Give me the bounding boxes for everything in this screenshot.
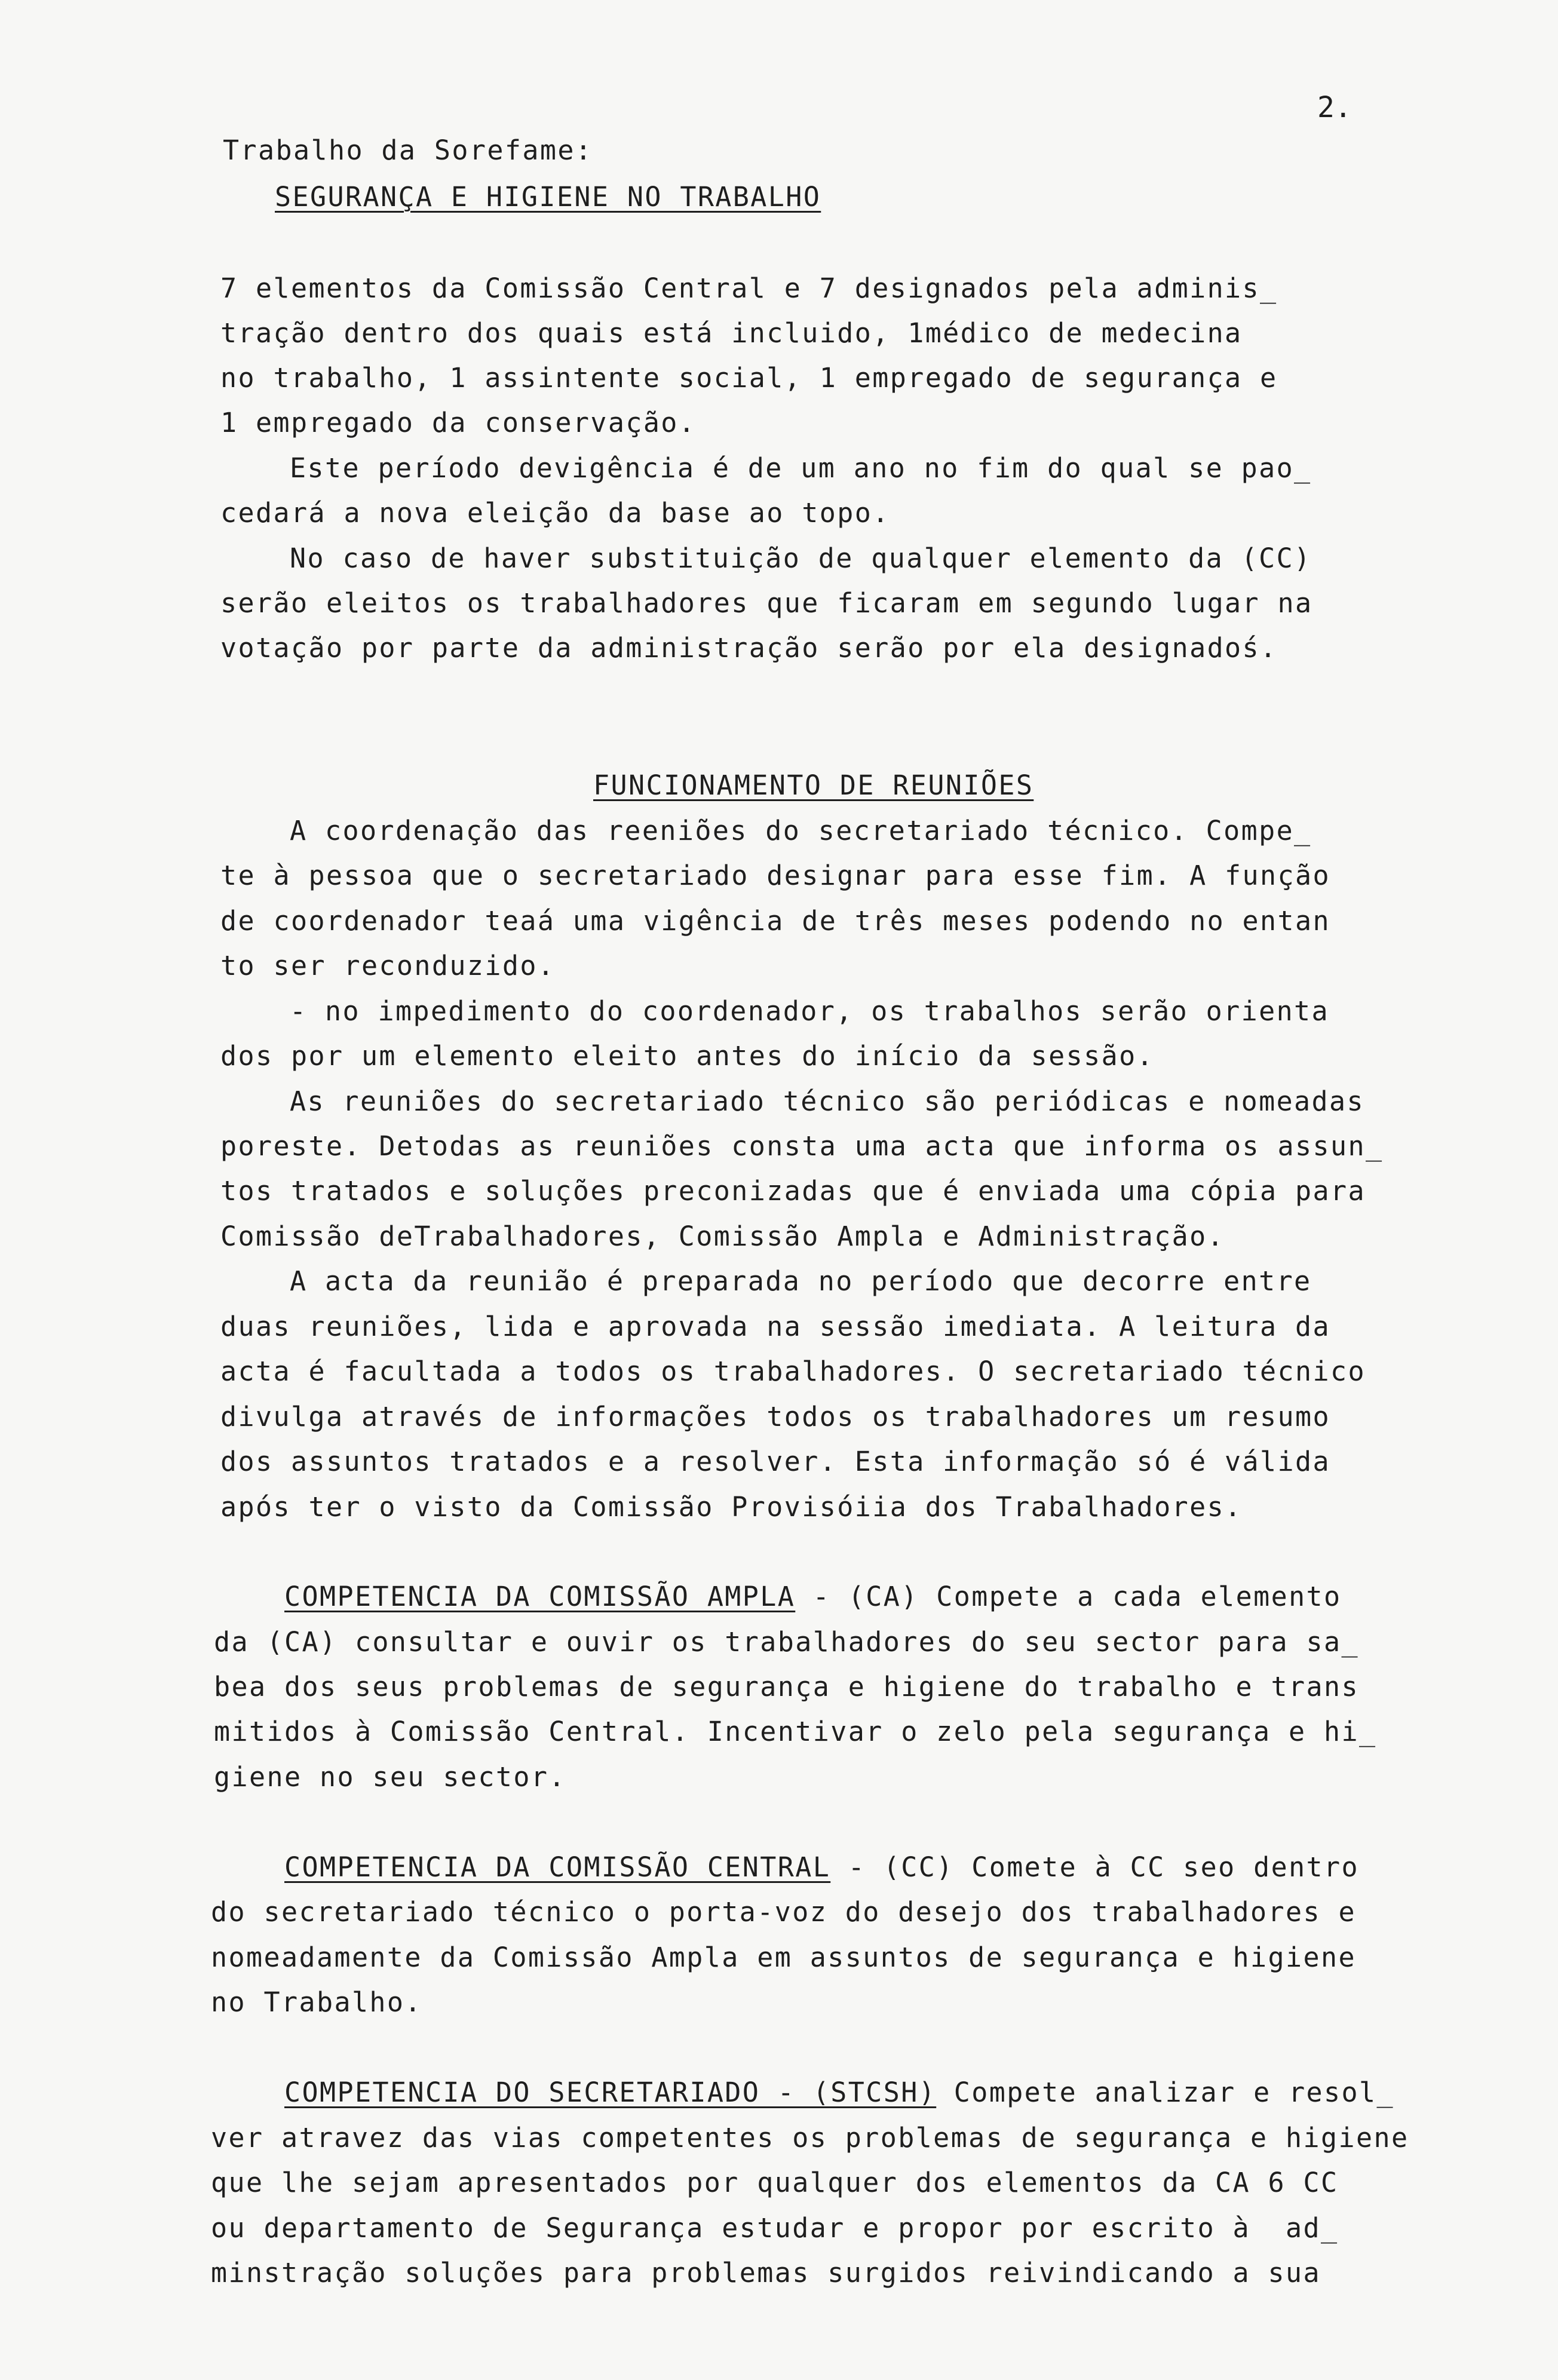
text-line: giene no seu sector. (214, 1761, 566, 1793)
text-line: do secretariado técnico o porta-voz do desejo dos trabalhadores e (211, 1896, 1356, 1928)
text-line: No caso de haver substituição de qualquer elemento da (CC) (290, 542, 1312, 574)
text-line: te à pessoa que o secretariado designar para esse fim. A função (220, 860, 1331, 891)
text-line: que lhe sejam apresentados por qualquer dos elementos da CA 6 CC (211, 2167, 1339, 2198)
text-span: Compete analizar e resol_ (936, 2077, 1395, 2108)
document-subtitle: SEGURANÇA E HIGIENE NO TRABALHO (275, 181, 821, 213)
text-line: após ter o visto da Comissão Provisóiia dos Trabalhadores. (220, 1491, 1243, 1523)
text-line: ou departamento de Segurança estudar e propor por escrito à ad_ (211, 2212, 1339, 2244)
document-title: Trabalho da Sorefame: (223, 134, 593, 166)
text-line: 1 empregado da conservação. (220, 407, 697, 438)
text-line: 7 elementos da Comissão Central e 7 designados pela adminis_ (220, 272, 1278, 304)
text-line: bea dos seus problemas de segurança e higiene do trabalho e trans (214, 1671, 1359, 1703)
text-line: dos assuntos tratados e a resolver. Esta informação só é válida (220, 1446, 1331, 1477)
text-line: tração dentro dos quais está incluido, 1médico de medecina (220, 317, 1243, 349)
text-line: acta é facultada a todos os trabalhadores. O secretariado técnico (220, 1355, 1366, 1387)
text-line: to ser reconduzido. (220, 950, 556, 982)
page-number: 2. (1317, 91, 1352, 124)
section-ampla-first-line (284, 1579, 1342, 1615)
text-line: Este período devigência é de um ano no fim do qual se pao_ (290, 452, 1312, 484)
section-heading-meetings: FUNCIONAMENTO DE REUNIÕES (593, 769, 1034, 801)
text-line: ver atravez das vias competentes os problemas de segurança e higiene (211, 2122, 1409, 2154)
text-line: votação por parte da administração serão por ela designadoś. (220, 632, 1278, 664)
text-line: da (CA) consultar e ouvir os trabalhadores do seu sector para sa_ (214, 1626, 1359, 1658)
text-line: minstração soluções para problemas surgidos reivindicando a sua (211, 2257, 1321, 2289)
text-line: serão eleitos os trabalhadores que ficaram em segundo lugar na (220, 587, 1313, 619)
text-line: cedará a nova eleição da base ao topo. (220, 497, 890, 529)
text-line: tos tratados e soluções preconizadas que é enviada uma cópia para (220, 1175, 1366, 1207)
text-line: divulga através de informações todos os trabalhadores um resumo (220, 1401, 1331, 1433)
section-heading-secretariado: COMPETENCIA DO SECRETARIADO - (STCSH) (284, 2077, 937, 2108)
text-line: nomeadamente da Comissão Ampla em assuntos de segurança e higiene (211, 1942, 1356, 1973)
text-line: Comissão deTrabalhadores, Comissão Ampla e Administração. (220, 1220, 1225, 1252)
text-line: de coordenador teaá uma vigência de três meses podendo no entan (220, 905, 1331, 937)
text-line: no trabalho, 1 assintente social, 1 empregado de segurança e (220, 362, 1278, 394)
section-heading-central: COMPETENCIA DA COMISSÃO CENTRAL (284, 1851, 831, 1883)
text-span: - (CC) Comete à CC seo dentro (830, 1851, 1360, 1883)
text-line: dos por um elemento eleito antes do início da sessão. (220, 1040, 1155, 1072)
text-line: poreste. Detodas as reuniões consta uma acta que informa os assun_ (220, 1130, 1384, 1162)
text-line: - no impedimento do coordenador, os trabalhos serão orienta (290, 995, 1330, 1027)
text-line: As reuniões do secretariado técnico são periódicas e nomeadas (290, 1085, 1365, 1117)
text-line: A acta da reunião é preparada no período que decorre entre (290, 1265, 1312, 1297)
section-secretariado-first-line (284, 2075, 1394, 2111)
text-line: mitidos à Comissão Central. Incentivar o zelo pela segurança e hi_ (214, 1716, 1377, 1747)
section-heading-ampla: COMPETENCIA DA COMISSÃO AMPLA (284, 1581, 796, 1612)
text-line: duas reuniões, lida e aprovada na sessão imediata. A leitura da (220, 1311, 1331, 1342)
text-span: - (CA) Compete a cada elemento (795, 1581, 1342, 1612)
text-line: A coordenação das reeniões do secretariado técnico. Compe_ (290, 815, 1312, 847)
text-line: no Trabalho. (211, 1986, 422, 2018)
section-central-first-line (284, 1850, 1359, 1885)
